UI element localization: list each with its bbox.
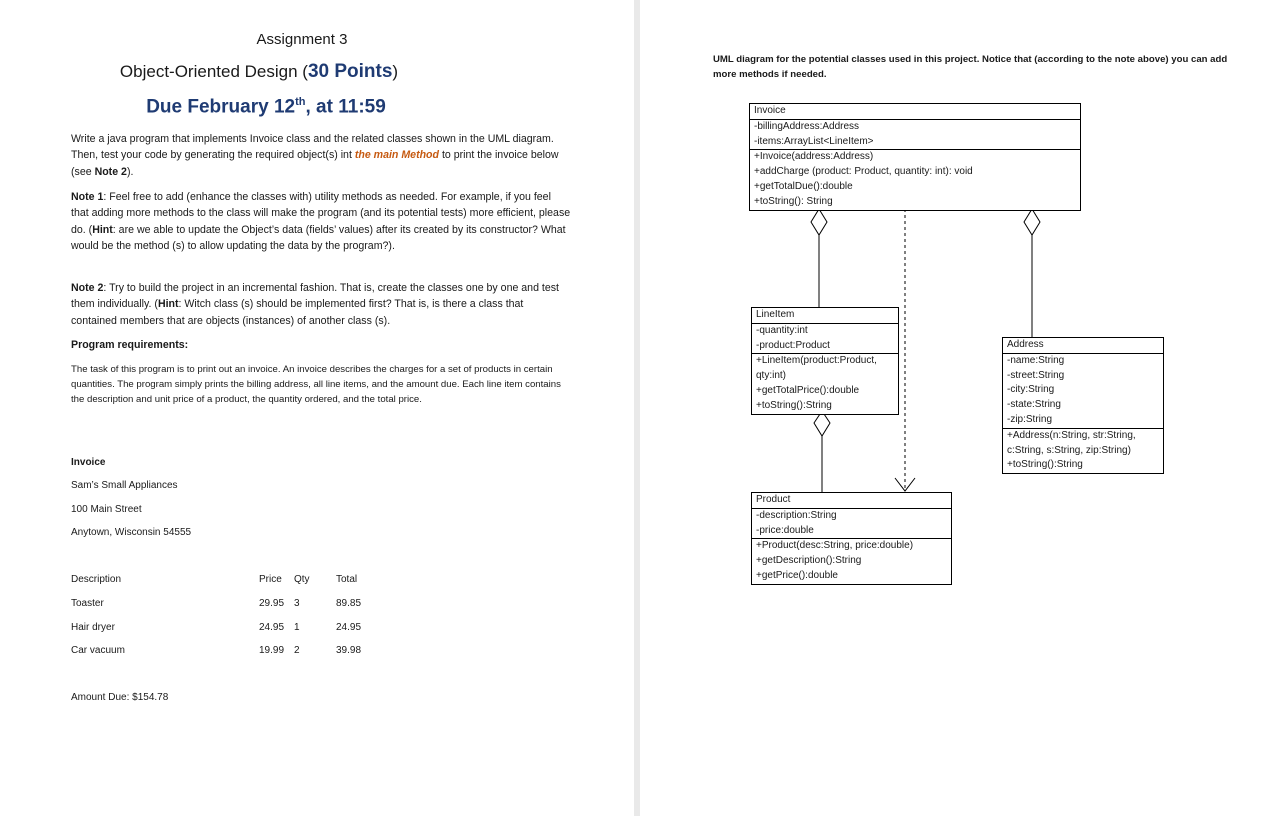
row-description: Car vacuum — [71, 645, 125, 656]
invoice-city: Anytown, Wisconsin 54555 — [71, 527, 192, 538]
subtitle: Object-Oriented Design (30 Points) — [119, 61, 399, 82]
uml-class-product — [751, 492, 952, 585]
row-total: 24.95 — [336, 622, 362, 633]
row-total: 89.85 — [336, 598, 362, 609]
row-qty: 1 — [294, 622, 300, 633]
col-total: Total — [336, 574, 358, 585]
row-total: 39.98 — [336, 645, 362, 656]
row-price: 29.95 — [259, 598, 285, 609]
invoice-name: Sam’s Small Appliances — [71, 480, 178, 491]
requirements-paragraph: The task of this program is to print out an invoice. An invoice describes the charges for a set of products in certain quantities. The program simply prints the billing address, all line items, and the amount due. Each line item contains the description and unit price of a product, the quantity ordered, and the total price. — [71, 364, 561, 405]
note1-paragraph: Note 1: Feel free to add (enhance the classes with) utility methods as needed. For example, if you feel that adding more methods to the class will make the program (and its potential tests) more efficient, please do. (Hint: are we able to update the Object’s data (fields’ values) after its created by its constructor? What would be the method (s) to allow updating the data by the program?). — [71, 191, 571, 253]
class-methods: +Invoice(address:Address) +addCharge (product: Product, quantity: int): void +getTotalDue():double +toString(): String — [750, 149, 1080, 209]
requirements-heading: Program requirements: — [71, 339, 189, 351]
invoice-heading: Invoice — [71, 457, 106, 468]
uml-class-invoice — [749, 103, 1081, 211]
class-name: LineItem — [756, 309, 795, 320]
class-name: Address — [1007, 339, 1044, 350]
col-qty: Qty — [294, 574, 310, 585]
row-price: 24.95 — [259, 622, 285, 633]
aggregation-diamond — [811, 209, 827, 235]
due-date: Due February 12th, at 11:59 — [146, 96, 386, 118]
uml-class-lineitem — [751, 307, 899, 415]
row-description: Toaster — [71, 598, 104, 609]
row-description: Hair dryer — [71, 622, 115, 633]
class-fields: -billingAddress:Address -items:ArrayList<LineItem> — [750, 119, 1080, 150]
row-qty: 3 — [294, 598, 300, 609]
invoice-street: 100 Main Street — [71, 504, 142, 515]
class-fields: -name:String -street:String -city:String -state:String -zip:String — [1003, 353, 1163, 428]
uml-intro-text: UML diagram for the potential classes used in this project. Notice that (according to the note above) you can add more methods if needed. — [713, 54, 1228, 80]
class-fields: -description:String -price:double — [752, 508, 951, 539]
aggregation-diamond — [814, 411, 830, 436]
note2-paragraph: Note 2: Try to build the project in an incremental fashion. That is, create the classes one by one and test them individually. (Hint: Witch class (s) should be implemented first? That is, is there a class that contained members that are objects (instances) of another class (s). — [71, 282, 559, 327]
col-price: Price — [259, 574, 282, 585]
row-price: 19.99 — [259, 645, 285, 656]
assignment-title: Assignment 3 — [256, 31, 348, 48]
uml-class-address — [1002, 337, 1164, 474]
amount-due: Amount Due: $154.78 — [71, 692, 169, 703]
aggregation-diamond — [1024, 209, 1040, 235]
row-qty: 2 — [294, 645, 300, 656]
class-name: Product — [756, 494, 791, 505]
class-name: Invoice — [754, 105, 786, 116]
intro-paragraph: Write a java program that implements Invoice class and the related classes shown in the UML diagram. Then, test your code by generating the required object(s) int the main Method to print the invoice below (see Note 2). — [71, 133, 559, 178]
class-methods: +LineItem(product:Product, qty:int) +getTotalPrice():double +toString():String — [752, 353, 898, 413]
class-methods: +Address(n:String, str:String, c:String, s:String, zip:String) +toString():String — [1003, 428, 1163, 473]
class-fields: -quantity:int -product:Product — [752, 323, 898, 354]
col-description: Description — [71, 574, 122, 585]
points: 30 Points — [307, 61, 393, 82]
class-methods: +Product(desc:String, price:double) +getDescription():String +getPrice():double — [752, 538, 951, 583]
